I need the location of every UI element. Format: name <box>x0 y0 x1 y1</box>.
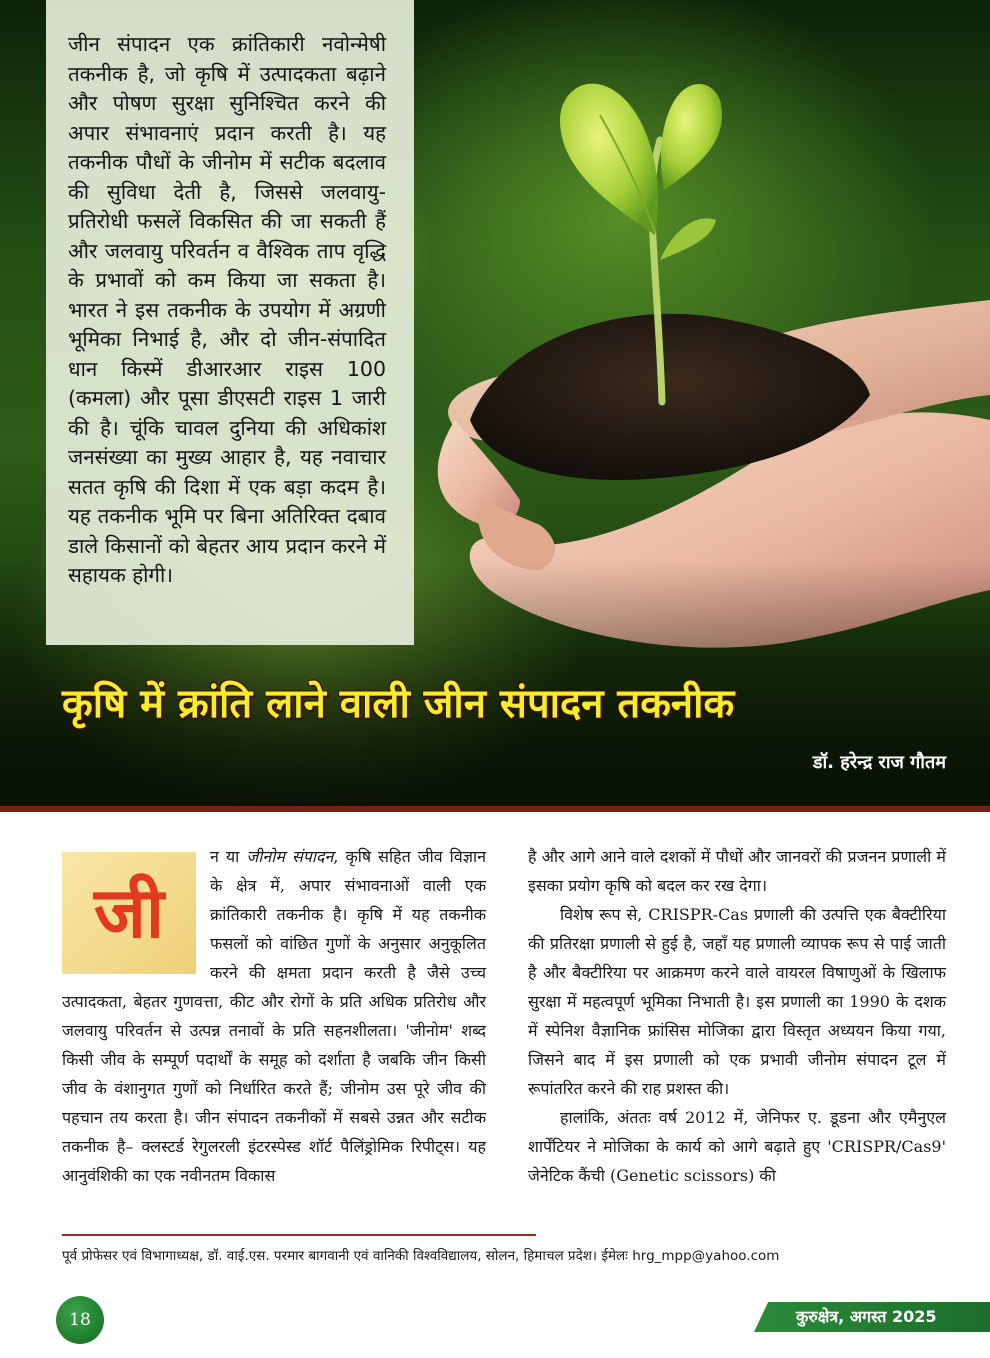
article-title: कृषि में क्रांति लाने वाली जीन संपादन तकनीक <box>62 681 735 727</box>
right-paragraph-2: विशेष रूप से, CRISPR-Cas प्रणाली की उत्पत्ति एक बैक्टीरिया की प्रतिरक्षा प्रणाली से हुई है, जहाँ यह प्रणाली व्यापक रूप से पाई जाती है और बैक्टीरिया पर आक्रमण करने वाले वायरल विषाणुओं के खिलाफ सुरक्षा में महत्वपूर्ण भूमिका निभाती है। इस प्रणाली का 1990 के दशक में स्पेनिश वैज्ञानिक फ्रांसिस मोजिका द्वारा विस्तृत अध्ययन किया गया, जिसने बाद में इस प्रणाली को एक प्रभावी जीनोम संपादन टूल में रूपांतरित करने की राह प्रशस्त की। <box>528 905 946 1098</box>
right-leaf <box>661 84 722 190</box>
page-number: 18 <box>69 1310 91 1330</box>
lead-text-b: , कृषि सहित जीव विज्ञान के क्षेत्र में, अपार संभावनाओं वाली एक क्रांतिकारी तकनीक है। कृषि में यह तकनीक फसलों को वांछित गुणों के अनुसार अनुकूलित करने की क्षमता प्रदान करती है जैसे उच्च उत्पादकता, बेहतर गुणवत्ता, कीट और रोगों के प्रति अधिक प्रतिरोध और जलवायु परिवर्तन से उत्पन्न तनावों के प्रति सहनशीलता। 'जीनोम' शब्द किसी जीव के सम्पूर्ण पदार्थों के समूह को दर्शाता है जबकि जीन किसी जीव के वंशानुगत गुणों को निर्धारित करते हैं; जीनोम उस पूरे जीव की पहचान तय करता है। जीन संपादन तकनीकों में सबसे उन्नत और सटीक तकनीक है– क्लस्टर्ड रेगुलरली इंटरस्पेस्ड शॉर्ट पैलिंड्रोमिक रिपीट्स। यह आनुवंशिकी का एक नवीनतम विकास <box>62 847 486 1185</box>
footnote-divider <box>62 1234 536 1236</box>
small-leaf <box>660 218 716 260</box>
author-footnote: पूर्व प्रोफेसर एवं विभागाध्यक्ष, डॉ. वाई.एस. परमार बागवानी एवं वानिकी विश्वविद्यालय, सोलन, हिमाचल प्रदेश। ईमेलः hrg_mpp@yahoo.com <box>62 1248 780 1264</box>
dropcap-box <box>62 852 196 974</box>
right-paragraph-1: है और आगे आने वाले दशकों में पौधों और जानवरों की प्रजनन प्रणाली में इसका प्रयोग कृषि को बदल कर रख देगा। <box>528 847 946 895</box>
article-column-right <box>528 842 946 1190</box>
page-number-badge <box>56 1296 104 1344</box>
article-column-left <box>62 842 486 1190</box>
lead-italic-term: जीनोम संपादन <box>246 847 334 866</box>
article-author: डॉ. हरेन्द्र राज गौतम <box>812 752 946 773</box>
intro-summary-text: जीन संपादन एक क्रांतिकारी नवोन्मेषी तकनीक है, जो कृषि में उत्पादकता बढ़ाने और पोषण सुरक्षा सुनिश्चित करने की अपार संभावनाएं प्रदान करती है। यह तकनीक पौधों के जीनोम में सटीक बदलाव की सुविधा देती है, जिससे जलवायु-प्रतिरोधी फसलें विकसित की जा सकती हैं और जलवायु परिवर्तन व वैश्विक ताप वृद्धि के प्रभावों को कम किया जा सकता है। भारत ने इस तकनीक के उपयोग में अग्रणी भूमिका निभाई है, और दो जीन-संपादित धान किस्में डीआरआर राइस 100 (कमला) और पूसा डीएसटी राइस 1 जारी की है। चूंकि चावल दुनिया की अधिकांश जनसंख्या का मुख्य आहार है, यह नवाचार सतत कृषि की दिशा में एक बड़ा कदम है। यह तकनीक भूमि पर बिना अतिरिक्त दबाव डाले किसानों को बेहतर आय प्रदान करने में सहायक होगी। <box>68 32 386 587</box>
large-leaf <box>560 84 658 235</box>
magazine-issue: कुरुक्षेत्र, अगस्त 2025 <box>796 1307 937 1326</box>
right-paragraph-3: हालांकि, अंततः वर्ष 2012 में, जेनिफर ए. डूडना और एमैनुएल शार्पेंटियर ने मोजिका के कार्य को आगे बढ़ाते हुए 'CRISPR/Cas9' जेनेटिक कैंची (Genetic scissors) की <box>528 1108 946 1185</box>
hero-divider <box>0 806 990 812</box>
lead-text-a: न या <box>210 847 247 866</box>
dropcap-letter: जी <box>93 872 165 954</box>
